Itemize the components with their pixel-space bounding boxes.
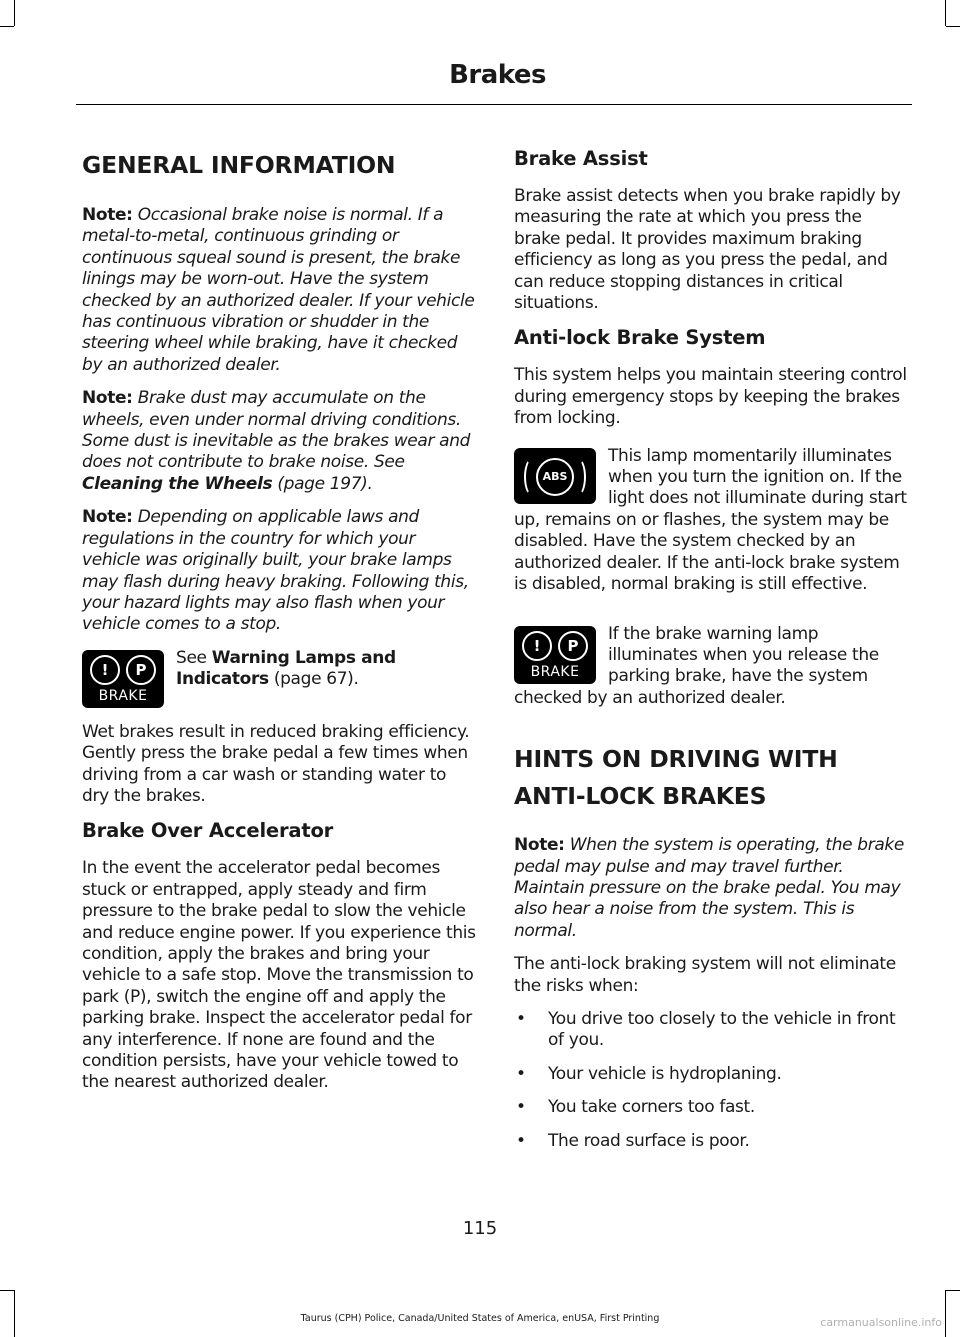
see-prefix: See [176, 647, 212, 668]
footer-text: Taurus (CPH) Police, Canada/United States of America, enUSA, First Printing [300, 1313, 660, 1324]
crop-mark [14, 0, 15, 26]
parking-icon: P [558, 631, 588, 661]
note-label: Note: [82, 507, 133, 528]
subheading-brake-over-accelerator: Brake Over Accelerator [82, 819, 334, 843]
heading-line: HINTS ON DRIVING WITH [514, 745, 838, 774]
note-brake-lamps [82, 507, 476, 635]
header-rule [76, 104, 912, 105]
subheading-brake-assist: Brake Assist [514, 147, 648, 170]
note-brake-dust [82, 388, 476, 495]
page-reference: (page 67). [268, 669, 359, 690]
page-number: 115 [462, 1218, 498, 1239]
wet-brakes-text: Wet brakes result in reduced braking efficiency. Gently press the brake pedal a few times when driving from a car wash or standing water to dry the brakes. [82, 721, 470, 806]
brake-lamp-text: If the brake warning lamp illuminates when you release the parking brake, have the system checked by an authorized dealer. [514, 623, 879, 708]
note-text: When the system is operating, the brake pedal may pulse and may travel further. Maintain pressure on the brake pedal. You may also hear a noise from the system. This is normal. [514, 835, 905, 941]
brake-over-accelerator-text: In the event the accelerator pedal becomes stuck or entrapped, apply steady and firm pressure to the brake pedal to slow the vehicle and reduce engine power. If you experience this condition, apply the brakes and bring your vehicle to a safe stop. Move the transmission to park (P), switch the engine off and apply the parking brake. Inspect the accelerator pedal for any interference. If none are found and the condition persists, have your vehicle towed to the nearest authorized dealer. [82, 858, 476, 1093]
heading-line: ANTI-LOCK BRAKES [514, 782, 767, 811]
note-text: Brake dust may accumulate on the wheels, even under normal driving conditions. Some dust is inevitable as the brakes wear and does not contribute to brake noise. See [82, 388, 471, 473]
crop-mark [0, 1290, 14, 1291]
brake-lamp-row [514, 624, 908, 722]
list-item: • Your vehicle is hydroplaning. [514, 1064, 908, 1085]
subheading-anti-lock-brake-system: Anti-lock Brake System [514, 326, 766, 350]
abs-icon-label: ABS [536, 458, 574, 496]
page-header-title: Brakes [449, 60, 546, 90]
risks-intro-text: The anti-lock braking system will not eliminate the risks when: [514, 954, 896, 996]
page-reference: (page 197). [277, 473, 373, 494]
left-column [82, 145, 476, 1106]
abs-intro-text: This system helps you maintain steering control during emergency stops by keeping the brakes from locking. [514, 365, 907, 429]
exclamation-icon: ! [90, 655, 120, 685]
note-label: Note: [514, 835, 565, 856]
brake-warning-icon [82, 650, 164, 708]
note-system-operating [514, 835, 908, 942]
parking-icon: P [126, 655, 156, 685]
brake-assist-text: Brake assist detects when you brake rapidly by measuring the rate at which you press the brake pedal. It provides maximum braking efficiency as long as you press the pedal, and can reduce stopping distances in critical situations. [514, 186, 901, 314]
note-text: Occasional brake noise is normal. If a metal-to-metal, continuous grinding or continuous squeal sound is present, the brake linings may be worn-out. Have the system checked by an authorized dealer. If your vehicle has continuous vibration or shudder in the steering wheel while braking, have it checked by an authorized dealer. [82, 205, 475, 375]
crop-mark [946, 26, 960, 27]
abs-lamp-text: This lamp momentarily illuminates when you turn the ignition on. If the light does not illuminate during start up, remains on or flashes, the system may be disabled. Have the system checked by an authorized dealer. If the anti-lock brake system is disabled, normal braking is still effective. [514, 445, 907, 595]
cross-reference-link[interactable]: Warning Lamps and Indicators [176, 647, 396, 690]
note-label: Note: [82, 205, 133, 225]
note-label: Note: [82, 388, 133, 409]
risks-list [514, 1009, 908, 1152]
brake-icon-word: BRAKE [98, 687, 148, 704]
crop-mark [945, 0, 946, 26]
brake-warning-row [82, 648, 476, 712]
abs-warning-icon [514, 448, 596, 504]
crop-mark [946, 1290, 960, 1291]
watermark: carmanualsonline.info [820, 1316, 942, 1329]
crop-mark [0, 26, 14, 27]
list-item: • You drive too closely to the vehicle in front of you. [514, 1009, 908, 1052]
exclamation-icon: ! [522, 631, 552, 661]
brake-icon-word: BRAKE [530, 663, 580, 680]
note-brake-noise [82, 205, 476, 376]
note-text: Depending on applicable laws and regulations in the country for which your vehicle was originally built, your brake lamps may flash during heavy braking. Following this, your hazard lights may also flash when your vehicle comes to a stop. [82, 507, 469, 635]
list-item: • The road surface is poor. [514, 1131, 908, 1152]
abs-lamp-row [514, 446, 908, 608]
section-heading-hints-abs [514, 741, 908, 815]
cross-reference-link[interactable]: Cleaning the Wheels [82, 473, 273, 494]
brake-warning-icon [514, 626, 596, 684]
list-item: • You take corners too fast. [514, 1097, 908, 1118]
section-heading-general-information: GENERAL INFORMATION [82, 151, 396, 179]
right-column [514, 145, 908, 1164]
